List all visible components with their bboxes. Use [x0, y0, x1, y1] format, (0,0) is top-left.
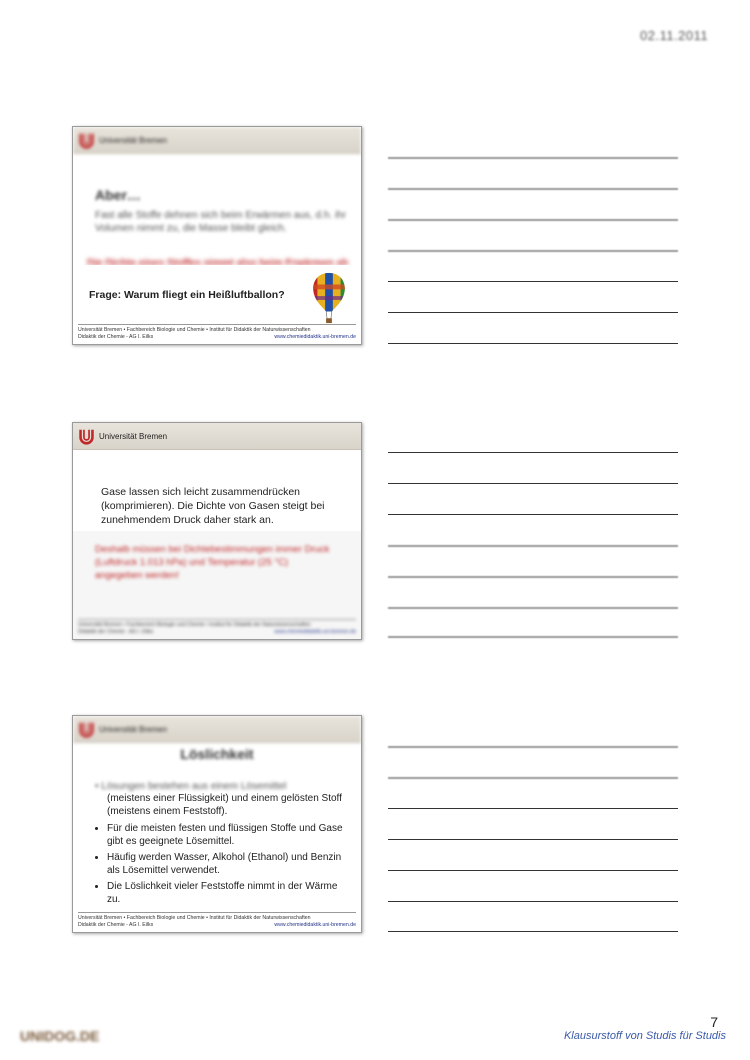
university-name: Universität Bremen — [99, 431, 168, 441]
university-logo-icon — [78, 428, 95, 445]
slide-thumbnail-1 — [72, 126, 362, 345]
footer-group: Didaktik der Chemie - AG I. Eilks — [78, 629, 154, 635]
slide-header — [73, 423, 361, 450]
footer-group: Didaktik der Chemie - AG I. Eilks — [78, 922, 154, 928]
university-name: Universität Bremen — [99, 724, 168, 734]
slide-bullet-2: • Für die meisten festen und flüssigen Stoffe und Gase gibt es geeignete Lösemittel. — [107, 822, 351, 848]
slide-bullet-4: • Die Löslichkeit vieler Feststoffe nimmt in der Wärme zu. — [107, 880, 351, 906]
slide-thumbnail-2 — [72, 422, 362, 640]
hot-air-balloon-icon — [309, 271, 349, 325]
slide-bullet-3: • Häufig werden Wasser, Alkohol (Ethanol) und Benzin als Lösemittel verwendet. — [107, 851, 351, 877]
slide-highlight-text: Die Dichte eines Stoffes nimmt also beim Erwärmen ab — [87, 258, 349, 265]
footer-url: www.chemiedidaktik.uni-bremen.de — [274, 629, 356, 635]
slide-bullet-1-blurred: Lösungen bestehen aus einem Lösemittel — [101, 781, 287, 792]
slide-footer — [78, 619, 356, 636]
university-name: Universität Bremen — [99, 135, 168, 145]
date-stamp: 02.11.2011 — [640, 28, 709, 43]
footer-url: www.chemiedidaktik.uni-bremen.de — [274, 922, 356, 928]
university-logo-icon — [78, 721, 95, 738]
footer-url: www.chemiedidaktik.uni-bremen.de — [274, 334, 356, 340]
site-tagline: Klausurstoff von Studis für Studis — [563, 1030, 726, 1042]
university-logo-icon — [78, 132, 95, 149]
slide-footer — [78, 912, 356, 929]
slide-footer — [78, 324, 356, 341]
footer-institution: Universität Bremen • Fachbereich Biologie und Chemie • Institut für Didaktik der Naturwissenschaften — [78, 915, 311, 921]
slide-title: Löslichkeit — [180, 746, 254, 762]
page-number: 7 — [710, 1014, 718, 1030]
slide-bullet-1-rest: (meistens einer Flüssigkeit) und einem gelösten Stoff (meistens einem Feststoff). — [107, 793, 342, 817]
slide-highlight-text: Deshalb müssen bei Dichtebestimmungen immer Druck (Luftdruck 1.013 hPa) und Temperatur (25 °C) angegeben werden! — [95, 544, 330, 581]
slide-header — [73, 716, 361, 743]
slide-header — [73, 127, 361, 154]
footer-institution: Universität Bremen • Fachbereich Biologie und Chemie • Institut für Didaktik der Naturwissenschaften — [78, 327, 311, 333]
site-logo: UNIDOG.DE — [20, 1028, 100, 1044]
slide-question: Frage: Warum fliegt ein Heißluftballon? — [89, 289, 285, 301]
slide-body-text: Fast alle Stoffe dehnen sich beim Erwärmen aus, d.h. ihr Volumen nimmt zu, die Masse bleibt gleich. — [95, 210, 347, 234]
slide-thumbnail-3: Universität Bremen Löslichkeit • Lösungen bestehen aus einem Lösemittel (meistens einer Flüssigkeit) und einem gelösten Stoff (meistens einem Feststoff). • Für die meisten festen und flüssigen Stoffe und Gase gibt es geeignete Lösemittel. • Häufig werden Wasser, Alkohol (Ethanol) und Benzin als Lösemittel verwendet. • Die Löslichkeit vieler Feststoffe nimmt in der Wärme zu. Universität Bremen • Fachbereich Biologie und Chemie • Institut für Didaktik der Naturwissenschaften Didaktik der Chemie - AG I. Eilks www.chemiedidaktik.uni-bremen.de — [72, 715, 362, 933]
footer-group: Didaktik der Chemie - AG I. Eilks — [78, 334, 154, 340]
slide-title: Aber… — [95, 187, 141, 203]
slide-body-text: Gase lassen sich leicht zusammendrücken (komprimieren). Die Dichte von Gasen steigt bei zunehmendem Druck daher stark an. — [101, 486, 325, 526]
footer-institution: Universität Bremen • Fachbereich Biologie und Chemie • Institut für Didaktik der Naturwissenschaften — [78, 622, 311, 628]
